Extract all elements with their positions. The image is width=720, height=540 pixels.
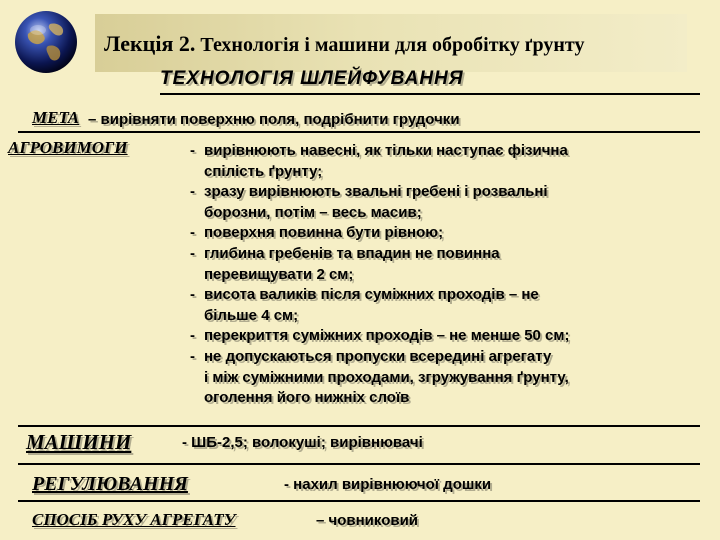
agro-requirements-list bbox=[190, 141, 710, 409]
globe-icon bbox=[14, 10, 78, 74]
divider-agro bbox=[18, 425, 700, 427]
motion-text: – човниковий bbox=[316, 512, 419, 529]
divider-machines bbox=[18, 463, 700, 465]
list-item: - висота валиків після суміжних проходів – не більше 4 см; bbox=[190, 286, 539, 324]
divider-title bbox=[160, 93, 700, 95]
machines-text: - ШБ-2,5; волокуші; вирівнювачі bbox=[182, 434, 423, 451]
list-item: - зразу вирівнюють звальні гребені і розвальні борозни, потім – весь масив; bbox=[190, 183, 548, 221]
divider-goal bbox=[18, 131, 700, 133]
list-item: - поверхня повинна бути рівною; bbox=[190, 224, 444, 242]
lecture-number: Лекція 2. bbox=[104, 31, 196, 56]
goal-label: МЕТА bbox=[32, 108, 80, 127]
regulation-text: - нахил вирівнюючої дошки bbox=[284, 476, 492, 493]
goal-text: – вирівняти поверхню поля, подрібнити грудочки bbox=[88, 111, 460, 128]
section-title: ТЕХНОЛОГІЯ ШЛЕЙФУВАННЯ bbox=[160, 68, 464, 89]
divider-regulation bbox=[18, 500, 700, 502]
lecture-topic: Технологія і машини для обробітку ґрунту bbox=[200, 34, 585, 56]
regulation-label: РЕГУЛЮВАННЯ bbox=[32, 473, 188, 495]
list-item: - вирівнюють навесні, як тільки наступає фізична спілість ґрунту; bbox=[190, 142, 568, 180]
lecture-title bbox=[104, 26, 684, 62]
motion-label: СПОСІБ РУХУ АГРЕГАТУ bbox=[32, 510, 236, 529]
list-item: - не допускаються пропуски всередині агрегату і між суміжними проходами, згружування ґрунту, оголення його нижніх слоїв bbox=[190, 347, 569, 407]
list-item: - перекриття суміжних проходів – не менше 50 см; bbox=[190, 327, 570, 345]
list-item: - глибина гребенів та впадин не повинна перевищувати 2 см; bbox=[190, 244, 500, 283]
agro-label: АГРОВИМОГИ bbox=[8, 138, 128, 157]
machines-label: МАШИНИ bbox=[26, 430, 132, 454]
